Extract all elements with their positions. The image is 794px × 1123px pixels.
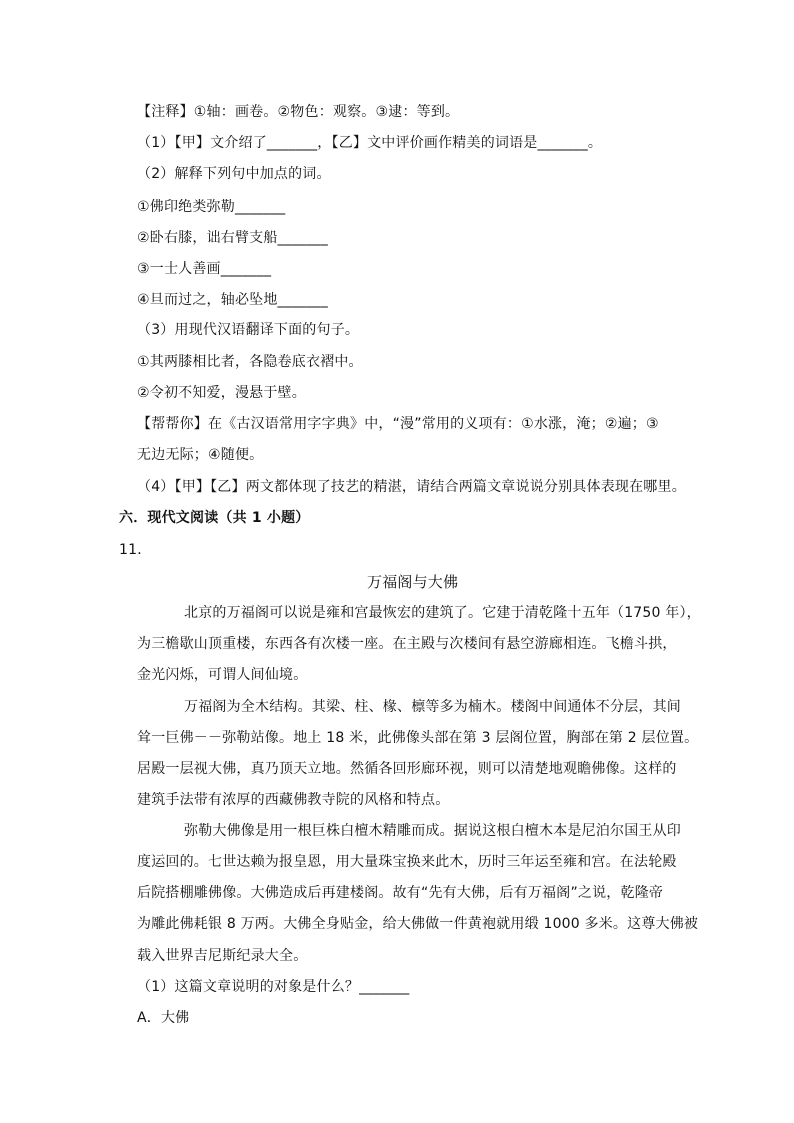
article-line: 耸一巨佛－－弥勒站像。地上 18 米，此佛像头部在第 3 层阁位置，胸部在第 2 层位置。	[137, 730, 699, 746]
article-line: 弥勒大佛像是用一根巨株白檀木精雕而成。据说这根白檀木本是尼泊尔国王从印	[184, 823, 681, 839]
question-3: （3）用现代汉语翻译下面的句子。	[137, 322, 360, 338]
article-line: 北京的万福阁可以说是雍和宫最恢宏的建筑了。它建于清乾隆十五年（1750 年），	[184, 605, 701, 621]
section-heading: 六．现代文阅读（共 1 小题）	[119, 510, 310, 526]
question-3-item-2: ②令初不知爱，漫悬于壁。	[137, 385, 306, 401]
article-line: 载入世界吉尼斯纪录大全。	[137, 948, 308, 964]
article-line: 居殿一层视大佛，真乃顶天立地。然循各回形廊环视，则可以清楚地观瞻佛像。这样的	[137, 761, 677, 777]
article-line: 为三檐歇山顶重楼，东西各有次楼一座。在主殿与次楼间有悬空游廊相连。飞檐斗拱，	[137, 636, 677, 652]
question-2: （2）解释下列句中加点的词。	[137, 166, 331, 182]
help-tip-line-2: 无边无际；④随便。	[137, 447, 264, 463]
sub-question-1: （1）这篇文章说明的对象是什么？_______	[137, 979, 410, 995]
question-1: （1）【甲】文介绍了_______，【乙】文中评价画作精美的词语是_______。	[137, 135, 603, 151]
question-number: 11．	[119, 542, 152, 558]
question-2-item-3: ③一士人善画_______	[137, 261, 272, 277]
question-4: （4）【甲】【乙】两文都体现了技艺的精湛，请结合两篇文章说说分别具体表现在哪里。	[137, 479, 686, 495]
article-line: 为雕此佛耗银 8 万两。大佛全身贴金，给大佛做一件黄袍就用缎 1000 多米。这尊大佛被	[137, 916, 699, 932]
article-line: 金光闪烁，可谓人间仙境。	[137, 667, 308, 683]
question-2-item-2: ②卧右膝，诎右臂支船_______	[137, 230, 328, 246]
article-line: 万福阁为全木结构。其梁、柱、椽、檩等多为楠木。楼阁中间通体不分层，其间	[184, 699, 681, 715]
help-tip-line-1: 【帮帮你】在《古汉语常用字字典》中，“漫”常用的义项有：①水涨，淹；②遍；③	[137, 416, 659, 432]
annotation-note: 【注释】①轴：画卷。②物色：观察。③逮：等到。	[137, 104, 460, 120]
article-title: 万福阁与大佛	[367, 573, 459, 591]
question-2-item-4: ④旦而过之，轴必坠地_______	[137, 292, 328, 308]
article-line: 建筑手法带有浓厚的西藏佛教寺院的风格和特点。	[137, 792, 450, 808]
article-line: 后院搭棚雕佛像。大佛造成后再建楼阁。故有“先有大佛，后有万福阁”之说，乾隆帝	[137, 885, 664, 901]
question-2-item-1: ①佛印绝类弥勒_______	[137, 199, 286, 215]
answer-option-a: A．大佛	[137, 1010, 190, 1026]
question-3-item-1: ①其两膝相比者，各隐卷底衣褶中。	[137, 354, 363, 370]
article-line: 度运回的。七世达赖为报皇恩，用大量珠宝换来此木，历时三年运至雍和宫。在法轮殿	[137, 854, 677, 870]
